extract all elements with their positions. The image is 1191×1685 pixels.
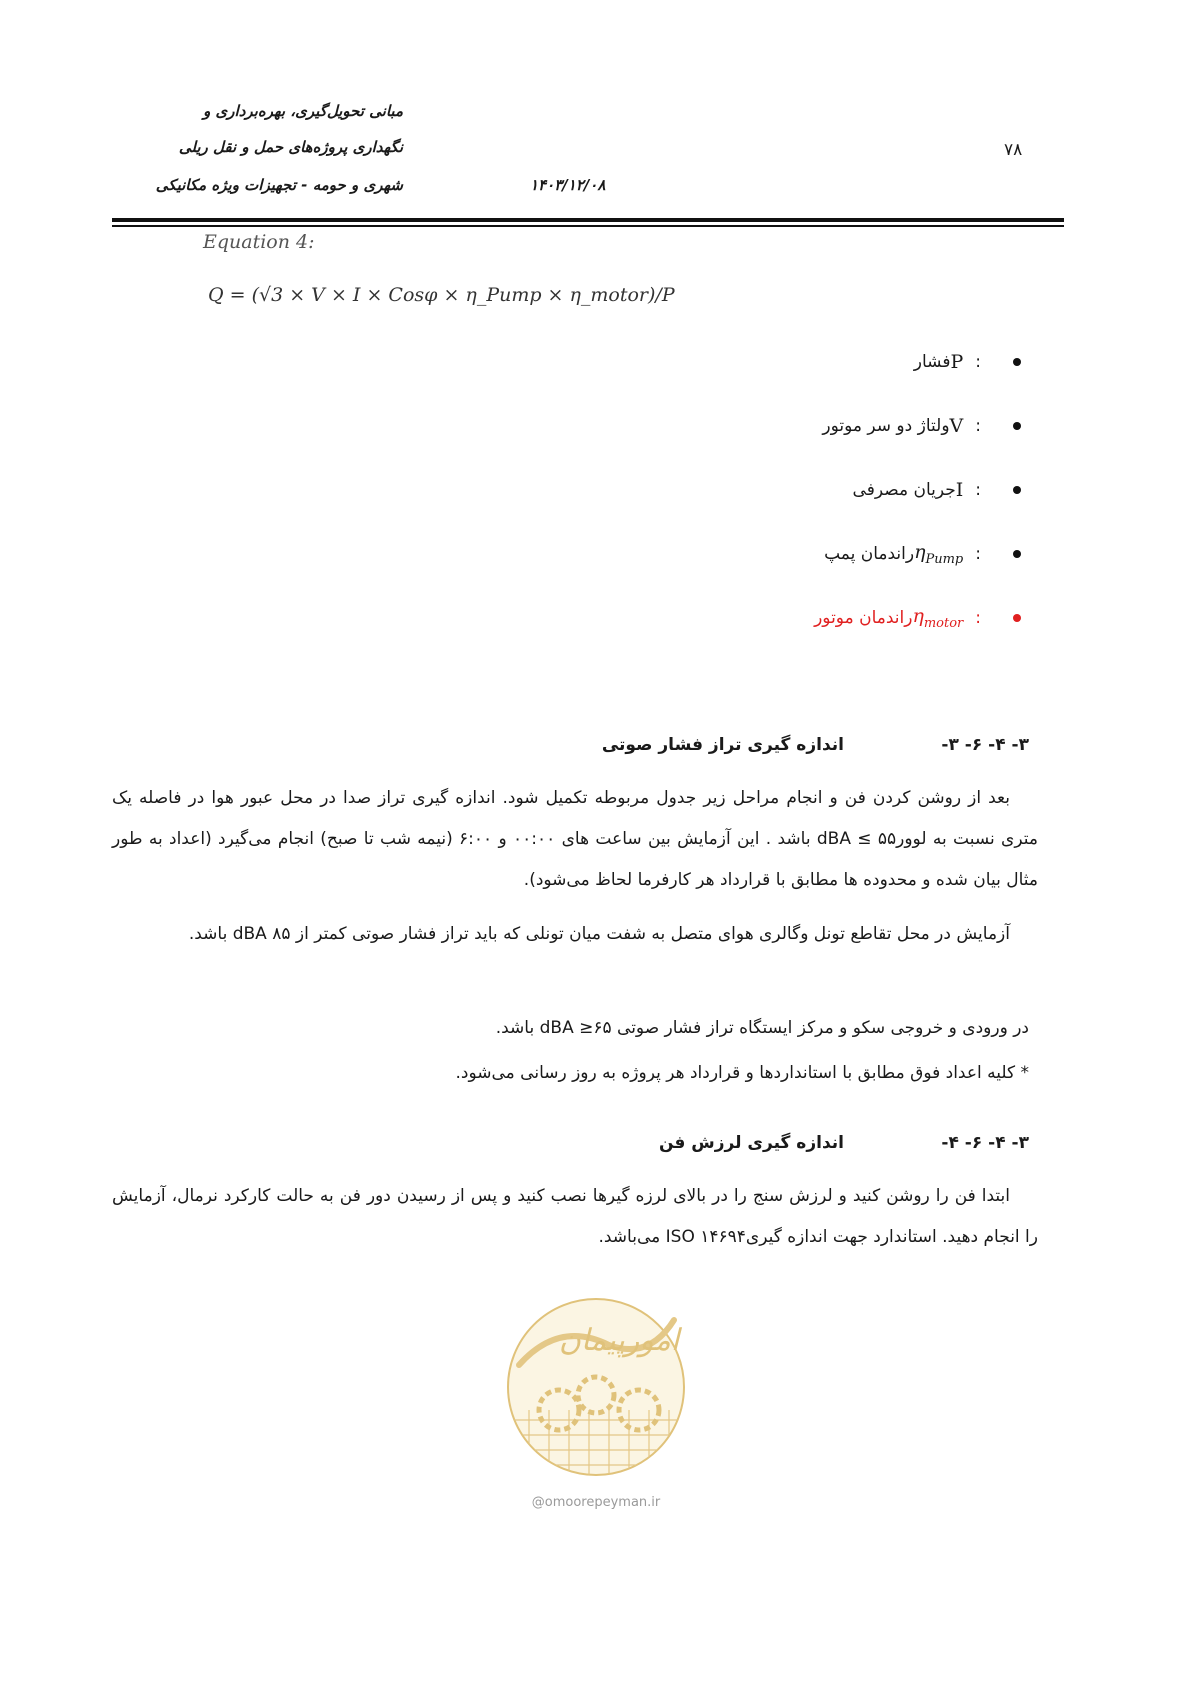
variable-description: ولتاژ دو سر موتور [822, 416, 950, 436]
equation-formula [208, 284, 675, 306]
line-platform-sound: در ورودی و خروجی سکو و مرکز ایستگاه تراز فشار صوتی dBA ≥۶۵ باشد. [495, 1018, 1029, 1038]
section-title: اندازه گیری لرزش فن [658, 1133, 844, 1153]
bullet-icon [1013, 422, 1021, 430]
watermark-url: @omoorepeyman.ir [531, 1495, 661, 1510]
section-number: ۳- ۴- ۶- ۴- [941, 1133, 1029, 1153]
variable-symbol: $\eta_{Pump}$ [914, 541, 964, 567]
variable-separator: : [975, 608, 981, 628]
header-date: ۱۴۰۳/۱۲/۰۸ [530, 176, 606, 194]
header-rule-thin [112, 225, 1064, 227]
paragraph-sound-procedure: بعد از روشن کردن فن و انجام مراحل زیر جدول مربوطه تکمیل شود. اندازه گیری تراز صدا در محل عبور هوا در فاصله یک متری نسبت به لوور۵۵ ≥ dBA باشد . این آزمایش بین ساعت های ۰۰:۰۰ و ۶:۰۰ (نیمه شب تا صبح) انجام می‌گیرد (اعداد به طور مثال بیان شده و محدوده ها مطابق با قرارداد هر کارفرما لحاظ می‌شود). [112, 788, 1038, 890]
paragraph-tunnel-test: آزمایش در محل تقاطع تونل وگالری هوای متصل به شفت میان تونلی که باید تراز فشار صوتی کمتر از ۸۵ dBA باشد. [188, 924, 1010, 944]
variable-separator: : [975, 416, 981, 436]
variable-separator: : [975, 480, 981, 500]
header-title-line3: شهری و حومه - تجهیزات ویژه مکانیکی [155, 176, 403, 194]
bullet-icon [1013, 550, 1021, 558]
variable-item [521, 586, 1021, 650]
section-heading-fan-vibration [659, 1133, 1029, 1153]
variable-description: جریان مصرفی [852, 480, 956, 500]
equation-label: Equation 4: [203, 231, 315, 253]
variable-separator: : [975, 544, 981, 564]
variable-item [521, 394, 1021, 458]
variable-symbol: I [955, 479, 964, 501]
variable-symbol: $\eta_{motor}$ [912, 605, 964, 631]
bullet-icon [1013, 614, 1021, 622]
variable-item [521, 330, 1021, 394]
page-number: ۷۸ [1004, 140, 1023, 160]
watermark-logo [499, 1290, 693, 1520]
variable-symbol: V [949, 415, 964, 437]
watermark-logo-text: امورپیمان [558, 1323, 680, 1358]
watermark-seal-icon [499, 1290, 693, 1490]
variable-item [521, 458, 1021, 522]
variable-description: راندمان موتور [814, 608, 913, 628]
variable-separator: : [975, 352, 981, 372]
section-title: اندازه گیری تراز فشار صوتی [601, 735, 844, 755]
equation-text: Q = (√3 × V × I × Cosφ × η_Pump × η_motor)/P [208, 284, 675, 306]
header-title-line1: مبانی تحویل‌گیری، بهره‌برداری و [203, 102, 403, 120]
section-number: ۳- ۴- ۶- ۳- [941, 735, 1029, 755]
note-standards: * کلیه اعداد فوق مطابق با استانداردها و قرارداد هر پروژه به روز رسانی می‌شود. [455, 1063, 1029, 1083]
section-heading-sound-pressure [602, 735, 1029, 755]
header-title-line2: نگهداری پروژه‌های حمل و نقل ریلی [178, 138, 403, 156]
variable-description: راندمان پمپ [824, 544, 915, 564]
paragraph-vibration-procedure: ابتدا فن را روشن کنید و لرزش سنج را در بالای لرزه گیرها نصب کنید و پس از رسیدن دور فن به حالت کارکرد نرمال، آزمایش را انجام دهید. استاندارد جهت اندازه گیری۱۴۶۹۴ ISO می‌باشد. [112, 1186, 1038, 1247]
bullet-icon [1013, 486, 1021, 494]
header-rule-thick [112, 218, 1064, 222]
bullet-icon [1013, 358, 1021, 366]
variable-item [521, 522, 1021, 586]
variable-description: فشار [913, 352, 951, 372]
variable-symbol: P [950, 351, 964, 373]
variable-list [521, 330, 1021, 650]
